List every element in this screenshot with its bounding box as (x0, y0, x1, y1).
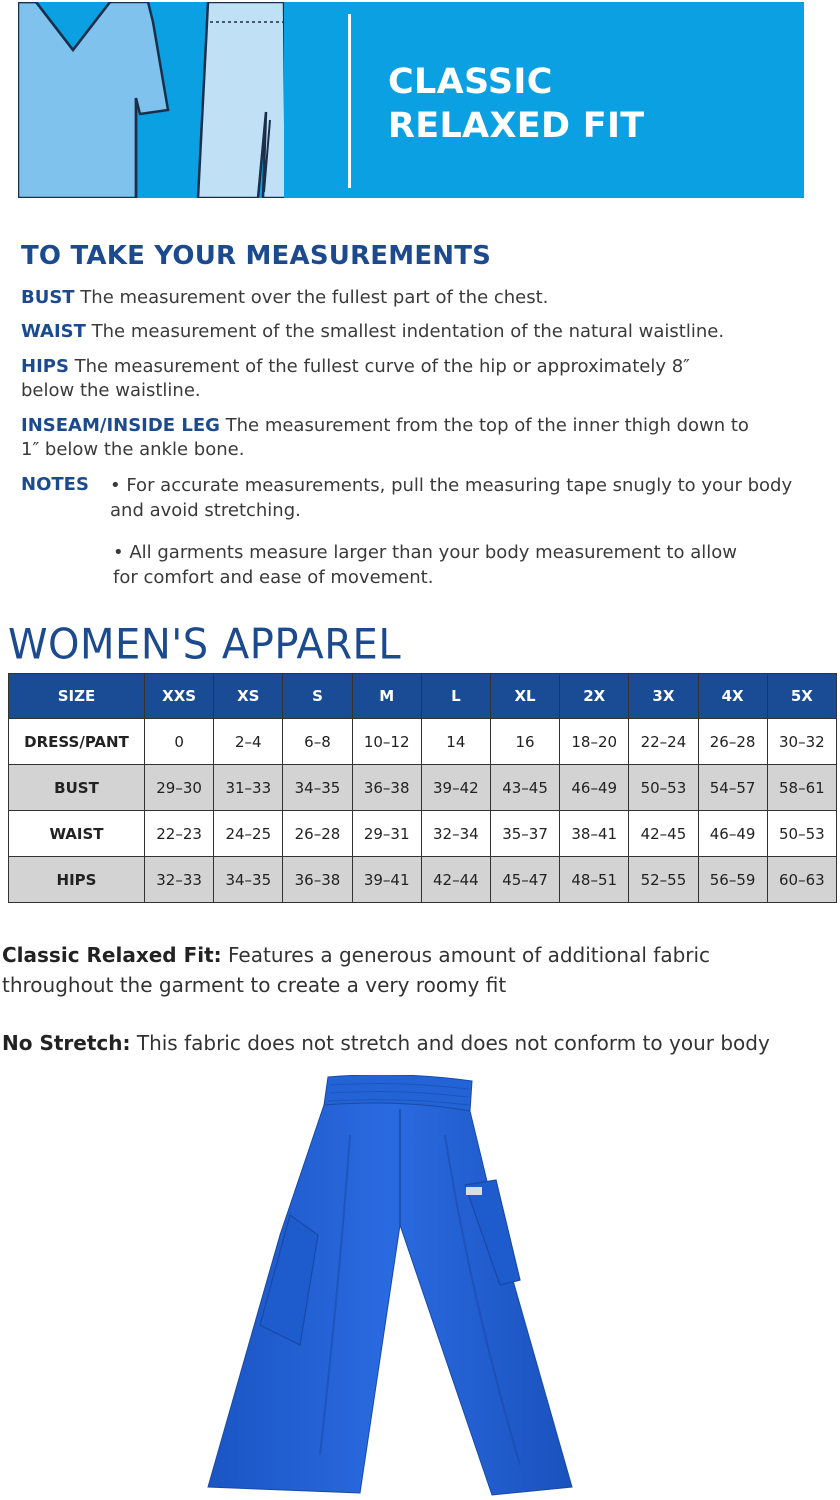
note-2: • All garments measure larger than your body measurement to allow for comfort and ease of movement. (113, 542, 737, 588)
table-cell: 26–28 (283, 811, 352, 857)
feature-relaxed-fit (2, 940, 762, 1000)
row-label: BUST (9, 765, 145, 811)
table-cell: 32–33 (145, 857, 214, 903)
column-header: M (352, 674, 421, 719)
measurements-heading: TO TAKE YOUR MEASUREMENTS (21, 241, 492, 271)
table-cell: 34–35 (283, 765, 352, 811)
column-header: XS (214, 674, 283, 719)
table-cell: 45–47 (490, 857, 559, 903)
feature-text: This fabric does not stretch and does not conform to your body (130, 1031, 770, 1055)
column-header: 3X (629, 674, 698, 719)
fit-banner (18, 2, 804, 198)
table-cell: 10–12 (352, 719, 421, 765)
column-header: XL (490, 674, 559, 719)
size-chart-table (8, 673, 837, 903)
table-cell: 46–49 (560, 765, 629, 811)
table-cell: 29–30 (145, 765, 214, 811)
table-cell: 58–61 (767, 765, 836, 811)
table-cell: 36–38 (283, 857, 352, 903)
table-cell: 48–51 (560, 857, 629, 903)
column-header: L (421, 674, 490, 719)
measurement-term: WAIST (21, 321, 86, 342)
scrubs-illustration-icon (18, 2, 288, 198)
notes-label: NOTES (21, 474, 89, 495)
banner-title-line1: CLASSIC (388, 62, 553, 102)
measurement-inseam (21, 414, 751, 462)
table-cell: 39–42 (421, 765, 490, 811)
table-row (9, 765, 837, 811)
table-cell: 38–41 (560, 811, 629, 857)
table-cell: 42–45 (629, 811, 698, 857)
table-cell: 24–25 (214, 811, 283, 857)
table-cell: 52–55 (629, 857, 698, 903)
feature-no-stretch (2, 1028, 832, 1058)
measurement-text: The measurement of the smallest indentation of the natural waistline. (85, 321, 725, 342)
table-cell: 35–37 (490, 811, 559, 857)
table-cell: 50–53 (767, 811, 836, 857)
column-header: S (283, 674, 352, 719)
table-cell: 60–63 (767, 857, 836, 903)
table-cell: 30–32 (767, 719, 836, 765)
table-row (9, 857, 837, 903)
table-cell: 36–38 (352, 765, 421, 811)
table-cell: 18–20 (560, 719, 629, 765)
table-row (9, 811, 837, 857)
feature-term: No Stretch: (2, 1031, 131, 1055)
row-label: DRESS/PANT (9, 719, 145, 765)
table-cell: 32–34 (421, 811, 490, 857)
table-cell: 50–53 (629, 765, 698, 811)
measurement-text: The measurement of the fullest curve of the hip or approximately 8″ below the waistline. (21, 356, 690, 401)
column-header: 4X (698, 674, 767, 719)
scrub-pants-icon (200, 1075, 580, 1497)
column-header: XXS (145, 674, 214, 719)
column-header: 2X (560, 674, 629, 719)
measurement-waist (21, 320, 811, 344)
size-header-row (9, 674, 837, 719)
row-label: WAIST (9, 811, 145, 857)
apparel-title: WOMEN'S APPAREL (8, 620, 402, 670)
note-1: • For accurate measurements, pull the measuring tape snugly to your body and avoid stretching. (110, 475, 793, 521)
measurement-bust (21, 286, 811, 310)
table-cell: 29–31 (352, 811, 421, 857)
banner-title (388, 60, 645, 148)
brand-label (466, 1187, 482, 1195)
table-cell: 0 (145, 719, 214, 765)
measurement-hips (21, 355, 741, 403)
table-cell: 22–23 (145, 811, 214, 857)
table-cell: 26–28 (698, 719, 767, 765)
table-cell: 43–45 (490, 765, 559, 811)
measurement-text: The measurement over the fullest part of the chest. (74, 287, 549, 308)
banner-divider (348, 14, 351, 188)
table-row (9, 719, 837, 765)
measurement-text: The measurement from the top of the inner thigh down to 1″ below the ankle bone. (21, 415, 749, 460)
table-cell: 14 (421, 719, 490, 765)
column-header: SIZE (9, 674, 145, 719)
column-header: 5X (767, 674, 836, 719)
table-cell: 39–41 (352, 857, 421, 903)
table-cell: 22–24 (629, 719, 698, 765)
table-cell: 54–57 (698, 765, 767, 811)
table-cell: 46–49 (698, 811, 767, 857)
table-cell: 34–35 (214, 857, 283, 903)
table-cell: 2–4 (214, 719, 283, 765)
table-cell: 56–59 (698, 857, 767, 903)
measurement-term: HIPS (21, 356, 69, 377)
feature-term: Classic Relaxed Fit: (2, 943, 222, 967)
table-cell: 42–44 (421, 857, 490, 903)
table-cell: 31–33 (214, 765, 283, 811)
measurement-term: INSEAM/INSIDE LEG (21, 415, 220, 436)
feature-text: Features a generous amount of additional fabric throughout the garment to create a very roomy fit (2, 943, 711, 997)
table-cell: 16 (490, 719, 559, 765)
row-label: HIPS (9, 857, 145, 903)
table-cell: 6–8 (283, 719, 352, 765)
measurement-term: BUST (21, 287, 75, 308)
banner-title-line2: RELAXED FIT (388, 106, 645, 146)
